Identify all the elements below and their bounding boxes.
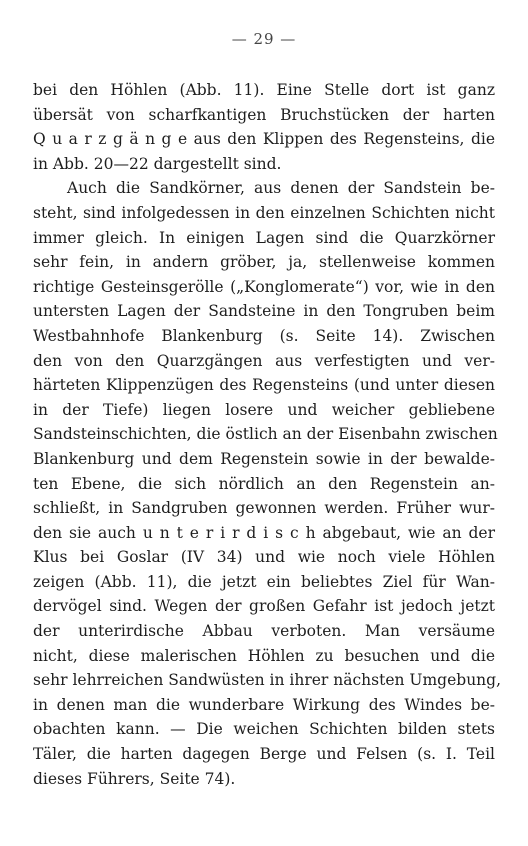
text-line: übersät von scharfkantigen Bruchstücken der harten <box>33 105 495 124</box>
text-line: untersten Lagen der Sandsteine in den Tongruben beim <box>33 302 495 321</box>
text-line: sehr lehrreichen Sandwüsten in ihrer nächsten Umgebung, <box>33 671 502 690</box>
text-line: dieses Führers, Seite 74). <box>33 769 236 788</box>
text-line: Q u a r z g ä n g e aus den Klippen des Regensteins, die <box>33 130 495 149</box>
text-line: immer gleich. In einigen Lagen sind die Quarzkörner <box>33 228 495 247</box>
text-line: dervögel sind. Wegen der großen Gefahr ist jedoch jetzt <box>33 597 495 616</box>
text-line: in denen man die wunderbare Wirkung des Windes be- <box>33 695 495 714</box>
text-line: schließt, in Sandgruben gewonnen werden. Früher wur- <box>33 499 495 518</box>
text-line: den von den Quarzgängen aus verfestigten und ver- <box>33 351 495 370</box>
text-line: den sie auch u n t e r i r d i s c h abgebaut, wie an der <box>33 523 495 542</box>
text-line: härteten Klippenzügen des Regensteins (und unter diesen <box>33 376 495 395</box>
text-line: nicht, diese malerischen Höhlen zu besuchen und die <box>33 646 495 665</box>
text-line: obachten kann. — Die weichen Schichten bilden stets <box>33 720 495 739</box>
page-number: — 29 — <box>231 30 297 48</box>
text-line: Klus bei Goslar (IV 34) und wie noch viele Höhlen <box>33 548 495 567</box>
text-line: Blankenburg und dem Regenstein sowie in der bewalde- <box>33 449 495 468</box>
text-line: Westbahnhofe Blankenburg (s. Seite 14). Zwischen <box>33 326 495 345</box>
body-text <box>33 78 502 791</box>
text-line: steht, sind infolgedessen in den einzelnen Schichten nicht <box>33 203 495 222</box>
text-line: in Abb. 20—22 dargestellt sind. <box>33 154 282 173</box>
text-line: ten Ebene, die sich nördlich an den Regenstein an- <box>33 474 495 493</box>
text-line: richtige Gesteinsgerölle („Konglomerate“) vor, wie in den <box>33 277 495 296</box>
text-line: bei den Höhlen (Abb. 11). Eine Stelle dort ist ganz <box>33 81 495 99</box>
text-line: zeigen (Abb. 11), die jetzt ein beliebtes Ziel für Wan- <box>33 572 495 591</box>
text-line: Auch die Sandkörner, aus denen der Sandstein be- <box>67 179 495 198</box>
text-line: in der Tiefe) liegen losere und weicher gebliebene <box>33 400 495 419</box>
text-line: der unterirdische Abbau verboten. Man versäume <box>33 622 495 641</box>
text-line: sehr fein, in andern gröber, ja, stellenweise kommen <box>33 253 495 272</box>
text-line: Täler, die harten dagegen Berge und Felsen (s. I. Teil <box>33 745 495 764</box>
text-line: Sandsteinschichten, die östlich an der Eisenbahn zwischen <box>33 425 498 444</box>
